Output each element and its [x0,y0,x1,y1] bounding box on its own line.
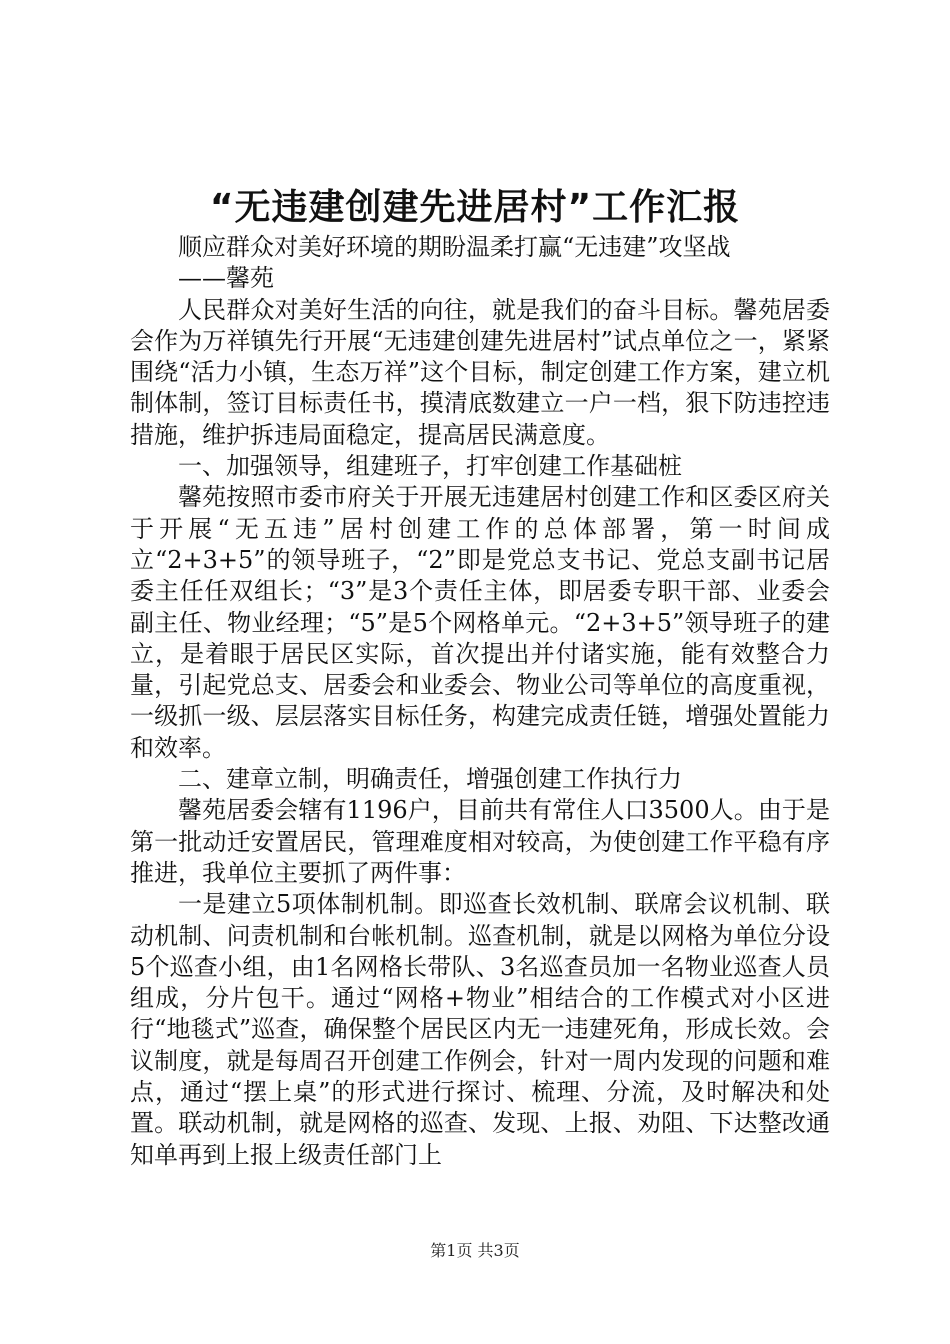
document-title: “无违建创建先进居村”工作汇报 [209,187,741,228]
section-heading-1: 一、加强领导，组建班子，打牢创建工作基础桩 [178,452,682,481]
paragraph-section-2: 馨苑居委会辖有1196户，目前共有常住人口3500人。由于是第一批动迁安置居民，管理难度相对较高，为使创建工作平稳有序推进，我单位主要抓了两件事： [130,796,830,887]
paragraph-mechanisms: 一是建立5项体制机制。即巡查长效机制、联席会议机制、联动机制、问责机制和台帐机制。巡查机制，就是以网格为单位分设5个巡查小组，由1名网格长带队、3名巡查员加一名物业巡查人员组成，分片包干。通过“网格+物业”相结合的工作模式对小区进行“地毯式”巡查，确保整个居民区内无一违建死角，形成长效。会议制度，就是每周召开创建工作例会，针对一周内发现的问题和难点，通过“摆上桌”的形式进行探讨、梳理、分流，及时解决和处置。联动机制，就是网格的巡查、发现、上报、劝阻、下达整改通知单再到上报上级责任部门上 [130,890,830,1169]
section-heading-2: 二、建章立制，明确责任，增强创建工作执行力 [178,765,682,794]
document-body [130,232,830,1171]
paragraph-intro: 人民群众对美好生活的向往，就是我们的奋斗目标。馨苑居委会作为万祥镇先行开展“无违建创建先进居村”试点单位之一，紧紧围绕“活力小镇，生态万祥”这个目标，制定创建工作方案，建立机制体制，签订目标责任书，摸清底数建立一户一档，狠下防违控违措施，维护拆违局面稳定，提高居民满意度。 [130,295,830,449]
page-footer: 第1页 共3页 [430,1241,520,1260]
paragraph-section-1: 馨苑按照市委市府关于开展无违建居村创建工作和区委区府关于开展“无五违”居村创建工作的总体部署，第一时间成立“2+3+5”的领导班子，“2”即是党总支书记、党总支副书记居委主任任双组长；“3”是3个责任主体，即居委专职干部、业委会副主任、物业经理；“5”是5个网格单元。“2+3+5”领导班子的建立，是着眼于居民区实际，首次提出并付诸实施，能有效整合力量，引起党总支、居委会和业委会、物业公司等单位的高度重视，一级抓一级、层层落实目标任务，构建完成责任链，增强处置能力和效率。 [130,483,830,762]
document-subtitle: 顺应群众对美好环境的期盼温柔打赢“无违建”攻坚战 [178,233,731,261]
document-author: ——馨苑 [178,264,274,293]
